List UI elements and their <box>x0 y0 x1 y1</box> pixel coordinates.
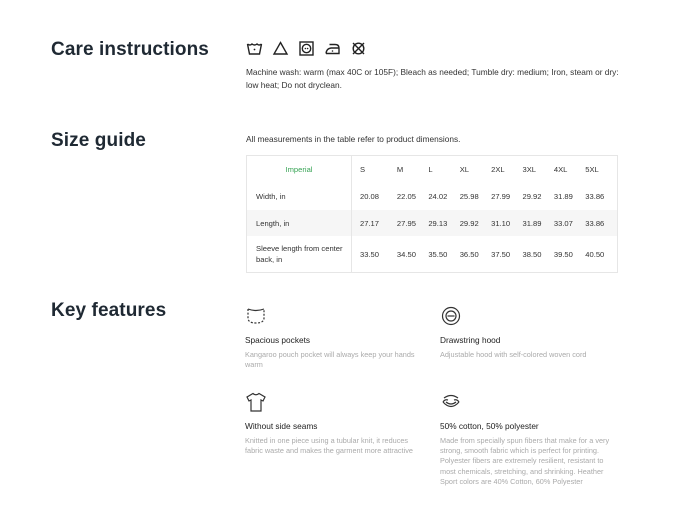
size-header-m: M <box>396 165 404 174</box>
size-header-3xl: 3XL <box>522 165 536 174</box>
table-cell: 35.50 <box>428 249 448 259</box>
table-cell: 33.50 <box>360 249 380 259</box>
fabric-icon <box>440 391 462 413</box>
feature-title: Spacious pockets <box>245 335 311 345</box>
table-row <box>247 183 618 210</box>
table-cell: 39.50 <box>553 249 573 259</box>
feature-description: Kangaroo pouch pocket will always keep your hands warm <box>245 350 415 370</box>
table-cell: 22.05 <box>396 192 416 201</box>
table-cell: 33.86 <box>585 192 605 201</box>
wash-40-icon <box>246 40 263 57</box>
table-cell: 31.89 <box>522 210 553 236</box>
feature-description: Made from specially spun fibers that make for a very strong, smooth fabric which is perfect for printing. Polyester fibers are extremely resilient, resistant to most chemicals, stretching, and shrinking. Heather Sport colors are 40% Cotton, 60% Polyester <box>440 436 610 486</box>
size-header-2xl: 2XL <box>491 165 505 174</box>
table-cell: 27.17 <box>352 210 397 236</box>
iron-icon <box>324 40 341 57</box>
table-cell: 27.99 <box>491 192 511 201</box>
table-cell: 27.95 <box>397 210 428 236</box>
table-cell: 24.02 <box>428 192 448 201</box>
feature-cotton-polyester <box>440 391 620 487</box>
size-header-4xl: 4XL <box>553 165 568 174</box>
feature-drawstring-hood <box>440 305 620 360</box>
table-cell: 37.50 <box>491 249 511 259</box>
table-cell: 33.86 <box>585 210 617 236</box>
table-cell: 34.50 <box>396 249 416 259</box>
drawstring-icon <box>440 305 462 327</box>
size-guide-title: Size guide <box>51 130 146 151</box>
table-cell: 29.92 <box>522 192 542 201</box>
tshirt-icon <box>245 391 267 413</box>
feature-description: Knitted in one piece using a tubular knit, it reduces fabric waste and makes the garment more attractive <box>245 436 413 456</box>
table-cell: 31.10 <box>491 210 522 236</box>
feature-title: Drawstring hood <box>440 335 501 345</box>
row-label: Length, in <box>247 210 352 236</box>
size-header-row <box>247 156 618 184</box>
table-cell: 38.50 <box>522 249 542 259</box>
care-instructions-title: Care instructions <box>51 39 209 60</box>
care-text: Machine wash: warm (max 40C or 105F); Bleach as needed; Tumble dry: medium; Iron, steam or dry: low heat; Do not dryclean. <box>246 67 619 90</box>
size-header-xl: XL <box>459 165 469 174</box>
table-cell: 31.89 <box>553 192 573 201</box>
care-icons <box>246 40 367 57</box>
size-header-l: L <box>428 165 433 174</box>
feature-description: Adjustable hood with self-colored woven cord <box>440 350 587 359</box>
size-header-s: S <box>360 165 366 174</box>
feature-without-side-seams <box>245 391 425 456</box>
table-row <box>247 236 618 273</box>
table-cell: 33.07 <box>554 210 585 236</box>
no-dryclean-icon <box>350 40 367 57</box>
table-row <box>247 210 618 236</box>
table-cell: 40.50 <box>585 249 605 259</box>
feature-title: Without side seams <box>245 421 318 431</box>
table-cell: 29.92 <box>460 210 491 236</box>
bleach-icon <box>272 40 289 57</box>
table-cell: 25.98 <box>459 192 479 201</box>
feature-spacious-pockets <box>245 305 425 370</box>
table-cell: 29.13 <box>428 210 459 236</box>
row-label: Width, in <box>247 183 352 210</box>
unit-label[interactable]: Imperial <box>247 156 352 184</box>
tumble-dry-medium-icon <box>298 40 315 57</box>
size-guide-intro: All measurements in the table refer to product dimensions. <box>246 134 461 144</box>
feature-title: 50% cotton, 50% polyester <box>440 421 539 431</box>
table-cell: 20.08 <box>360 192 380 201</box>
row-label: Sleeve length from center back, in <box>247 236 352 273</box>
size-header-5xl: 5XL <box>585 165 599 174</box>
key-features-title: Key features <box>51 300 167 321</box>
size-table <box>246 155 618 273</box>
pocket-icon <box>245 305 267 327</box>
table-cell: 36.50 <box>459 249 479 259</box>
